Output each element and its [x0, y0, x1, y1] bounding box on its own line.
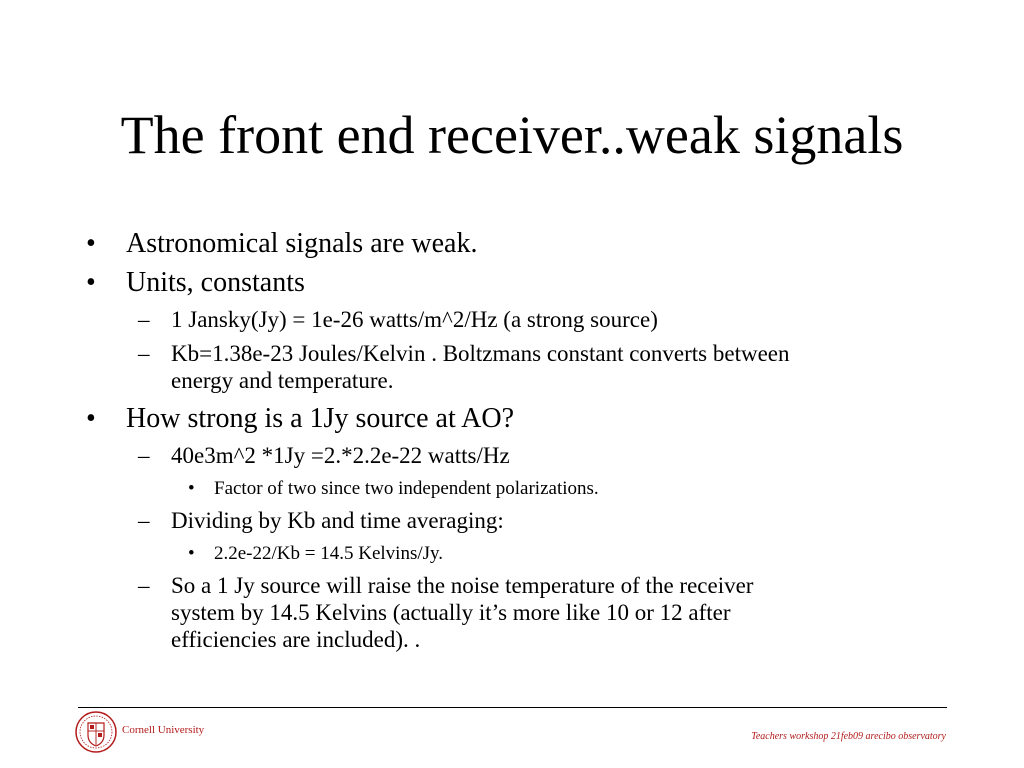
dash-marker: – — [138, 573, 150, 598]
dash-marker: – — [138, 508, 150, 533]
subsubbullet-polarizations: Factor of two since two independent polarizations. — [214, 478, 599, 499]
bullet-units-constants: Units, constants — [126, 267, 305, 298]
subsubbullet-kelvins-per-jy: 2.2e-22/Kb = 14.5 Kelvins/Jy. — [214, 543, 444, 564]
subbullet-noise-line2: system by 14.5 Kelvins (actually it’s more like 10 or 12 after — [171, 600, 731, 625]
bullet-marker: • — [86, 228, 96, 259]
subbullet-noise-line3: efficiencies are included). . — [171, 627, 421, 652]
subbullet-boltzmann-line1: Kb=1.38e-23 Joules/Kelvin . Boltzmans constant converts between — [171, 341, 790, 366]
subbullet-area-flux: 40e3m^2 *1Jy =2.*2.2e-22 watts/Hz — [171, 443, 510, 468]
dash-marker: – — [138, 443, 150, 468]
footer-credit: Teachers workshop 21feb09 arecibo observatory — [751, 731, 946, 742]
bullet-marker: • — [86, 267, 96, 298]
dash-marker: – — [138, 341, 150, 366]
cornell-seal-icon — [74, 710, 118, 754]
dash-marker: – — [138, 307, 150, 332]
subbullet-noise-line1: So a 1 Jy source will raise the noise temperature of the receiver — [171, 573, 754, 598]
slide-title: The front end receiver..weak signals — [120, 105, 904, 165]
bullet-how-strong: How strong is a 1Jy source at AO? — [126, 403, 515, 434]
bullet-marker-small: • — [188, 543, 195, 564]
university-name: Cornell University — [122, 724, 205, 736]
subbullet-dividing: Dividing by Kb and time averaging: — [171, 508, 504, 533]
subbullet-jansky: 1 Jansky(Jy) = 1e-26 watts/m^2/Hz (a strong source) — [171, 307, 658, 332]
bullet-marker: • — [86, 403, 96, 434]
footer-divider — [78, 707, 947, 708]
bullet-astronomical-signals: Astronomical signals are weak. — [126, 228, 478, 259]
bullet-marker-small: • — [188, 478, 195, 499]
subbullet-boltzmann-line2: energy and temperature. — [171, 368, 394, 393]
